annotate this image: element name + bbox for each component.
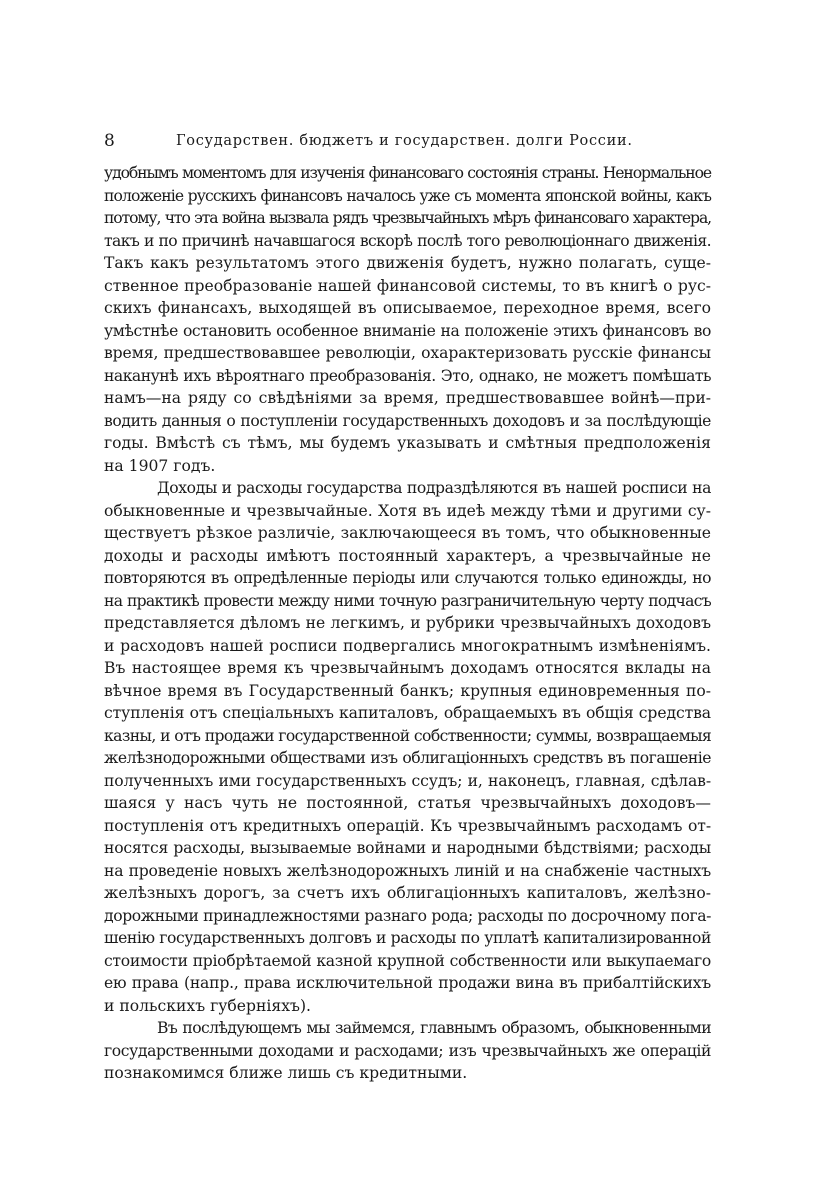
- text-line: удобнымъ моментомъ для изученія финансоваго состоянія страны. Ненормальное: [104, 164, 711, 182]
- paragraph-1: [104, 162, 711, 477]
- text-line: намъ—на ряду со свѣдѣніями за время, предшествовавшее войнѣ—при-: [104, 389, 711, 407]
- text-line: вѣчное время въ Государственный банкъ; крупныя единовременныя по-: [104, 681, 711, 700]
- text-line: шаяся у насъ чуть не постоянной, статья чрезвычайныхъ доходовъ—: [104, 794, 711, 812]
- text-line: потому, что эта война вызвала рядъ чрезвычайныхъ мѣръ финансоваго характера,: [104, 209, 711, 227]
- text-line: дорожными принадлежностями разнаго рода; расходы по досрочному пога-: [104, 906, 711, 925]
- text-line: и польскихъ губерніяхъ).: [104, 996, 311, 1015]
- text-line: водить данныя о поступленіи государственныхъ доходовъ и за послѣдующіе: [104, 411, 711, 430]
- text-line: ственное преобразованіе нашей финансовой системы, то въ книгѣ о рус-: [104, 276, 711, 295]
- text-line: доходы и расходы имѣютъ постоянный характеръ, а чрезвычайные не: [104, 546, 711, 565]
- text-line: обыкновенные и чрезвычайные. Хотя въ идеѣ между тѣми и другими су-: [104, 501, 711, 520]
- text-line: познакомимся ближе лишь съ кредитными.: [104, 1064, 468, 1082]
- text-line: Въ настоящее время къ чрезвычайнымъ доходамъ относятся вклады на: [104, 659, 711, 677]
- text-line: казны, и отъ продажи государственной собственности; суммы, возвращаемыя: [104, 726, 712, 745]
- text-line: ступленія отъ спеціальныхъ капиталовъ, обращаемыхъ въ общія средства: [104, 704, 711, 722]
- text-line: и расходовъ нашей росписи подвергались многократнымъ измѣненіямъ.: [104, 636, 711, 655]
- text-line: шенію государственныхъ долговъ и расходы по уплатѣ капитализированной: [104, 929, 711, 947]
- text-line: повторяются въ опредѣленные періоды или случаются только единожды, но: [104, 569, 711, 587]
- text-line: скихъ финансахъ, выходящей въ описываемое, переходное время, всего: [104, 299, 711, 317]
- book-page: [104, 128, 711, 1085]
- text-line: наканунѣ ихъ вѣроятнаго преобразованія. Это, однако, не можетъ помѣшать: [104, 366, 711, 385]
- text-line: полученныхъ ими государственныхъ ссудъ; и, наконецъ, главная, сдѣлав-: [104, 771, 711, 790]
- text-line: государственными доходами и расходами; изъ чрезвычайныхъ же операцій: [104, 1041, 711, 1060]
- paragraph-2: [104, 477, 711, 1017]
- text-line: Доходы и расходы государства подраздѣляются въ нашей росписи на: [157, 479, 711, 497]
- page-header: [104, 128, 711, 154]
- text-line: ществуетъ рѣзкое различіе, заключающееся въ томъ, что обыкновенные: [104, 524, 711, 542]
- text-line: носятся расходы, вызываемые войнами и народными бѣдствіями; расходы: [104, 839, 711, 857]
- text-line: желѣзнодорожными обществами изъ облигаціонныхъ средствъ въ погашеніе: [104, 749, 711, 767]
- text-line: желѣзныхъ дорогъ, за счетъ ихъ облигаціонныхъ капиталовъ, желѣзно-: [104, 884, 711, 902]
- text-line: на проведеніе новыхъ желѣзнодорожныхъ линій и на снабженіе частныхъ: [104, 861, 711, 880]
- text-line: поступленія отъ кредитныхъ операцій. Къ чрезвычайнымъ расходамъ от-: [104, 816, 711, 835]
- text-line: стоимости пріобрѣтаемой казной крупной собственности или выкупаемаго: [104, 951, 711, 970]
- text-line: Въ послѣдующемъ мы займемся, главнымъ образомъ, обыкновенными: [157, 1019, 711, 1037]
- text-line: на 1907 годъ.: [104, 456, 216, 475]
- text-line: ею права (напр., права исключительной продажи вина въ прибалтійскихъ: [104, 974, 711, 992]
- text-line: на практикѣ провести между ними точную разграничительную черту подчасъ: [104, 591, 711, 610]
- text-line: положеніе русскихъ финансовъ началось уже съ момента японской войны, какъ: [104, 186, 711, 205]
- text-line: умѣстнѣе остановить особенное вниманіе на положеніе этихъ финансовъ во: [104, 321, 711, 340]
- page-number: 8: [104, 131, 115, 151]
- running-title: Государствен. бюджетъ и государствен. долги России.: [176, 133, 633, 149]
- text-line: такъ и по причинѣ начавшагося вскорѣ послѣ того революціоннаго движенія.: [104, 231, 711, 250]
- text-line: время, предшествовавшее революціи, охарактеризовать русскіе финансы: [104, 344, 711, 362]
- text-line: представляется дѣломъ не легкимъ, и рубрики чрезвычайныхъ доходовъ: [104, 614, 711, 632]
- text-line: Такъ какъ результатомъ этого движенія будетъ, нужно полагать, суще-: [104, 254, 711, 272]
- text-line: годы. Вмѣстѣ съ тѣмъ, мы будемъ указывать и смѣтныя предположенія: [104, 434, 711, 452]
- paragraph-3: [104, 1017, 711, 1085]
